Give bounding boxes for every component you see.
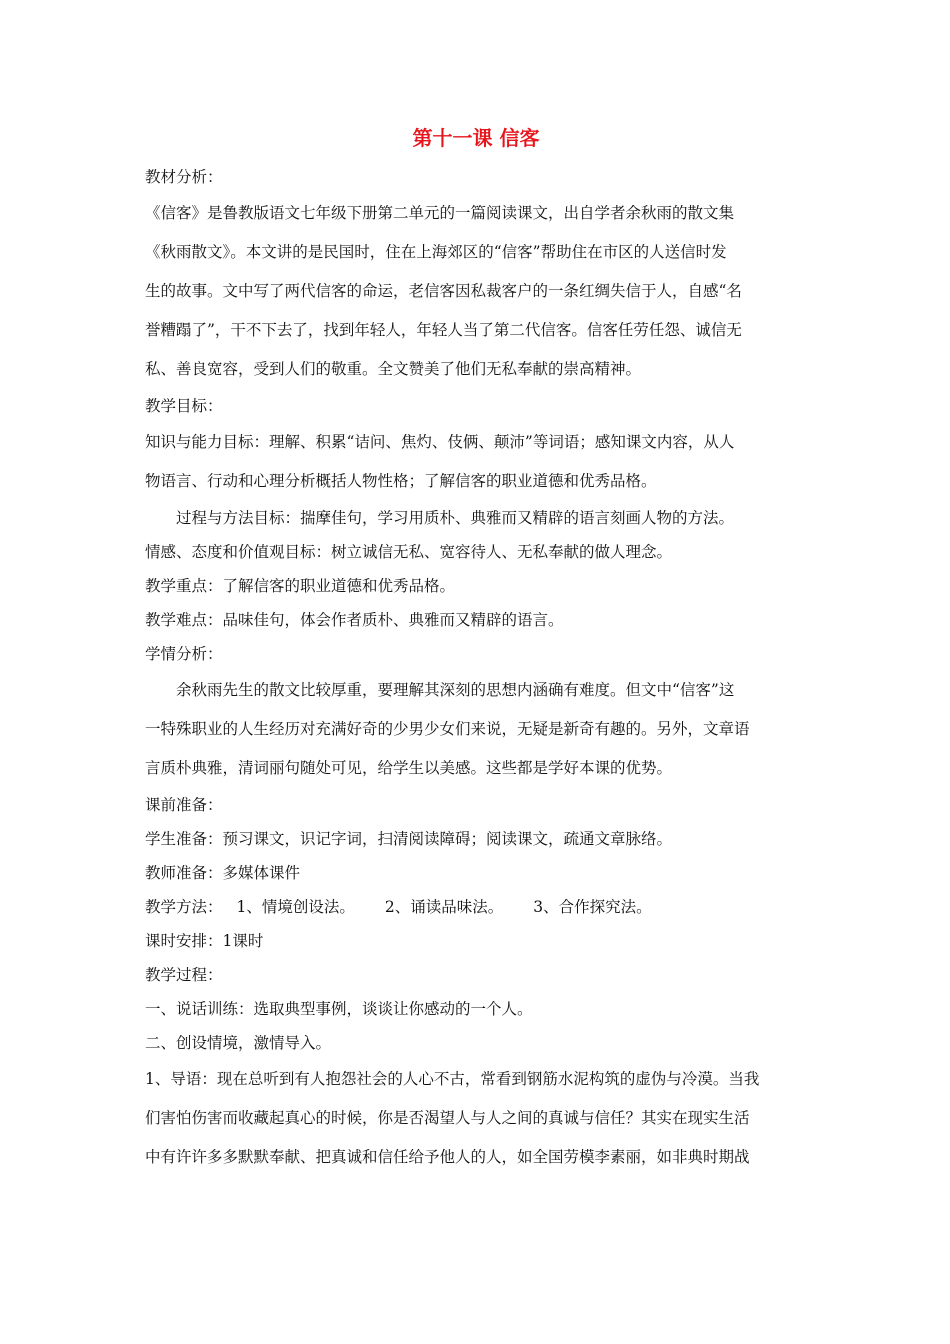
situation-line: 言质朴典雅，清词丽句随处可见，给学生以美感。这些都是学好本课的优势。 <box>145 759 673 777</box>
analysis-line: 誉糟蹋了”，干不下去了，找到年轻人，年轻人当了第二代信客。信客任劳任怨、诚信无 <box>145 321 742 339</box>
methods-label: 教学方法： <box>145 898 223 916</box>
process-step: 二、创设情境，激情导入。 <box>145 1034 332 1052</box>
document-page <box>145 118 807 1177</box>
goals-knowledge-line: 物语言、行动和心理分析概括人物性格；了解信客的职业道德和优秀品格。 <box>145 472 657 490</box>
schedule: 课时安排：1课时 <box>145 932 264 950</box>
situation-line: 余秋雨先生的散文比较厚重，要理解其深刻的思想内涵确有难度。但文中“信客”这 <box>176 681 735 699</box>
intro-line: 们害怕伤害而收藏起真心的时候，你是否渴望人与人之间的真诚与信任？其实在现实生活 <box>145 1109 750 1127</box>
method-item: 1、情境创设法。 <box>236 898 355 916</box>
method-item: 3、合作探究法。 <box>533 898 652 916</box>
situation-heading: 学情分析： <box>145 645 223 663</box>
analysis-line: 《秋雨散文》。本文讲的是民国时，住在上海郊区的“信客”帮助住在市区的人送信时发 <box>145 243 727 261</box>
situation-line: 一特殊职业的人生经历对充满好奇的少男少女们来说，无疑是新奇有趣的。另外，文章语 <box>145 720 750 738</box>
goals-knowledge-line: 知识与能力目标：理解、积累“诘问、焦灼、伎俩、颠沛”等词语；感知课文内容，从人 <box>145 433 735 451</box>
teacher-prep: 教师准备：多媒体课件 <box>145 864 301 882</box>
page-title: 第十一课 信客 <box>412 126 540 150</box>
analysis-line: 生的故事。文中写了两代信客的命运，老信客因私裁客户的一条红绸失信于人，自感“名 <box>145 282 742 300</box>
analysis-heading: 教材分析： <box>145 168 223 186</box>
goals-knowledge-paragraph <box>145 423 807 501</box>
intro-line: 1、导语：现在总听到有人抱怨社会的人心不古，常看到钢筋水泥构筑的虚伪与冷漠。当我 <box>145 1070 760 1088</box>
analysis-line: 私、善良宽容，受到人们的敬重。全文赞美了他们无私奉献的崇高精神。 <box>145 360 642 378</box>
situation-paragraph <box>145 671 807 788</box>
intro-line: 中有许许多多默默奉献、把真诚和信任给予他人的人，如全国劳模李素丽，如非典时期战 <box>145 1148 750 1166</box>
difficulty: 教学难点：品味佳句，体会作者质朴、典雅而又精辟的语言。 <box>145 611 564 629</box>
key-point: 教学重点：了解信客的职业道德和优秀品格。 <box>145 577 456 595</box>
method-item: 2、诵读品味法。 <box>384 898 504 916</box>
process-heading: 教学过程： <box>145 966 223 984</box>
process-step: 一、说话训练：选取典型事例，谈谈让你感动的一个人。 <box>145 1000 533 1018</box>
goals-process: 过程与方法目标：揣摩佳句，学习用质朴、典雅而又精辟的语言刻画人物的方法。 <box>176 509 735 527</box>
goals-heading: 教学目标： <box>145 397 223 415</box>
analysis-paragraph <box>145 194 807 389</box>
prep-heading: 课前准备： <box>145 796 223 814</box>
intro-paragraph <box>145 1060 807 1177</box>
analysis-line: 《信客》是鲁教版语文七年级下册第二单元的一篇阅读课文，出自学者余秋雨的散文集 <box>145 204 735 222</box>
goals-emotion: 情感、态度和价值观目标：树立诚信无私、宽容待人、无私奉献的做人理念。 <box>145 543 673 561</box>
student-prep: 学生准备：预习课文，识记字词，扫清阅读障碍；阅读课文，疏通文章脉络。 <box>145 830 673 848</box>
teaching-methods <box>145 890 807 924</box>
